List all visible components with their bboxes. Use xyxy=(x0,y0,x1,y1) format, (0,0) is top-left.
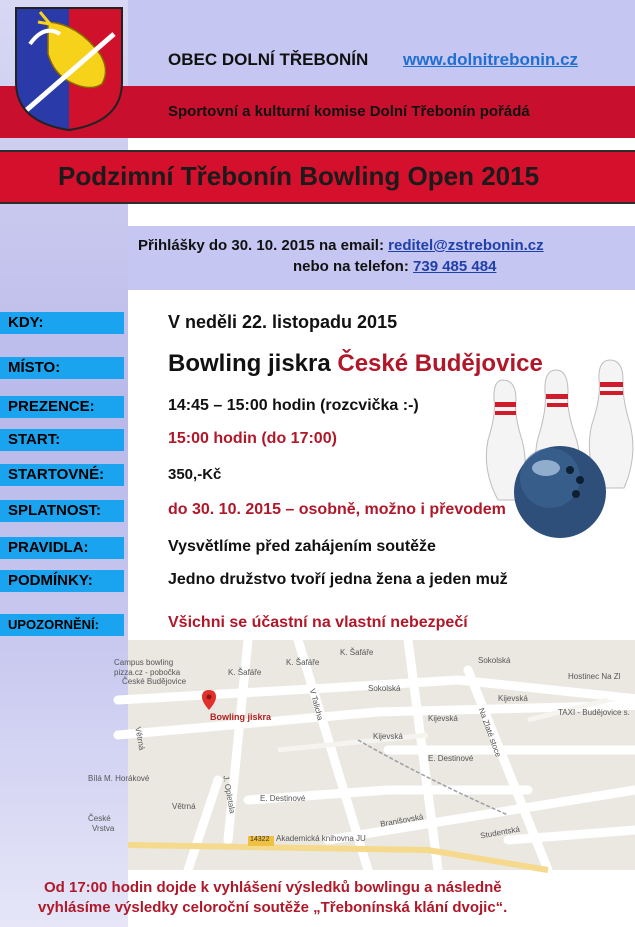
map-label-kijevska-3: Kijevská xyxy=(498,694,528,703)
map-label-destinove-2: E. Destinové xyxy=(260,794,306,803)
label-start: START: xyxy=(0,429,124,451)
map-label-vetrna-1: Větrná xyxy=(133,726,147,751)
map-label-ceske: České xyxy=(88,814,111,823)
map-label-vetrna-2: Větrná xyxy=(172,802,196,811)
footer-line-2: vyhlásíme výsledky celoroční soutěže „Třebonínská klání dvojic“. xyxy=(38,899,508,916)
map-streets xyxy=(128,640,635,870)
map-label-taxi: TAXI - Budějovice s. xyxy=(558,708,630,717)
organizer-text: Sportovní a kulturní komise Dolní Třebonín pořádá xyxy=(168,103,530,120)
map-label-destinove-1: E. Destinové xyxy=(428,754,474,763)
map-label-campus: Campus bowling xyxy=(114,658,174,667)
label-upozorneni: UPOZORNĚNÍ: xyxy=(0,614,124,636)
label-kdy: KDY: xyxy=(0,312,124,334)
map-label-hostinec: Hostinec Na Zl xyxy=(568,672,621,681)
map-label-kijevska-2: Kijevská xyxy=(373,732,403,741)
header-band xyxy=(128,0,635,86)
registration-line-2 xyxy=(293,258,496,275)
map-label-road: 14322 xyxy=(250,836,270,843)
event-title: Podzimní Třebonín Bowling Open 2015 xyxy=(58,161,540,191)
label-prezence: PREZENCE: xyxy=(0,396,124,418)
coat-of-arms-icon xyxy=(10,4,128,132)
map-label-kijevska-1: Kijevská xyxy=(428,714,458,723)
value-pravidla: Vysvětlíme před zahájením soutěže xyxy=(168,538,436,555)
label-pravidla: PRAVIDLA: xyxy=(0,537,124,559)
value-upozorneni: Všichni se účastní na vlastní nebezpečí xyxy=(168,614,468,631)
map-label-studentska: Studentská xyxy=(479,824,521,841)
map-label-pizza2: České Budějovice xyxy=(122,677,187,686)
value-startovne: 350,-Kč xyxy=(168,466,222,483)
registration-phone-link[interactable]: 739 485 484 xyxy=(413,258,497,275)
value-splatnost: do 30. 10. 2015 – osobně, možno i převodem xyxy=(168,501,506,518)
map-marker-icon[interactable] xyxy=(202,690,216,710)
map-label-safare-2: K. Šafáře xyxy=(286,658,320,667)
label-startovne: STARTOVNÉ: xyxy=(0,464,124,486)
venue-name: Bowling jiskra xyxy=(168,350,331,377)
map-marker-label: Bowling jiskra xyxy=(210,712,272,722)
label-podminky: PODMÍNKY: xyxy=(0,570,124,592)
map-label-branisovska: Branišovská xyxy=(379,812,425,829)
map-label-knihovna: Akademická knihovna JU xyxy=(276,834,366,843)
value-kdy: V neděli 22. listopadu 2015 xyxy=(168,312,398,332)
map-label-opletala: J. Opletala xyxy=(221,774,237,815)
footer-line-1: Od 17:00 hodin dojde k vyhlášení výsledků bowlingu a následně xyxy=(44,879,502,896)
registration-email-prefix: Přihlášky do 30. 10. 2015 na email: xyxy=(138,237,384,254)
registration-phone-prefix: nebo na telefon: xyxy=(293,258,409,275)
value-podminky: Jedno družstvo tvoří jedna žena a jeden muž xyxy=(168,571,508,588)
map-label-safare-1: K. Šafáře xyxy=(228,668,262,677)
municipality-title: OBEC DOLNÍ TŘEBONÍN xyxy=(168,50,369,69)
map-label-safare-3: K. Šafáře xyxy=(340,648,374,657)
map-label-zlate-stoce: Na Zlaté stoce xyxy=(476,706,503,759)
value-start: 15:00 hodin (do 17:00) xyxy=(168,430,337,447)
registration-email-link[interactable]: reditel@zstrebonin.cz xyxy=(388,237,544,254)
map-label-pizza: pizza.cz - pobočka xyxy=(114,668,181,677)
map-label-vrstva: Vrstva xyxy=(92,824,115,833)
label-misto: MÍSTO: xyxy=(0,357,124,379)
value-prezence: 14:45 – 15:00 hodin (rozcvička :-) xyxy=(168,397,419,414)
map-label-bila: Bílá M. Horákové xyxy=(88,774,150,783)
map-label-sokolska-2: Sokolská xyxy=(478,656,511,665)
map-label-talicha: V Talicha xyxy=(307,687,325,722)
location-map[interactable] xyxy=(88,640,635,870)
label-splatnost: SPLATNOST: xyxy=(0,500,124,522)
website-link[interactable]: www.dolnitrebonin.cz xyxy=(403,50,579,69)
venue-city: České Budějovice xyxy=(337,350,543,377)
map-label-sokolska-1: Sokolská xyxy=(368,684,401,693)
registration-line-1 xyxy=(138,237,544,254)
